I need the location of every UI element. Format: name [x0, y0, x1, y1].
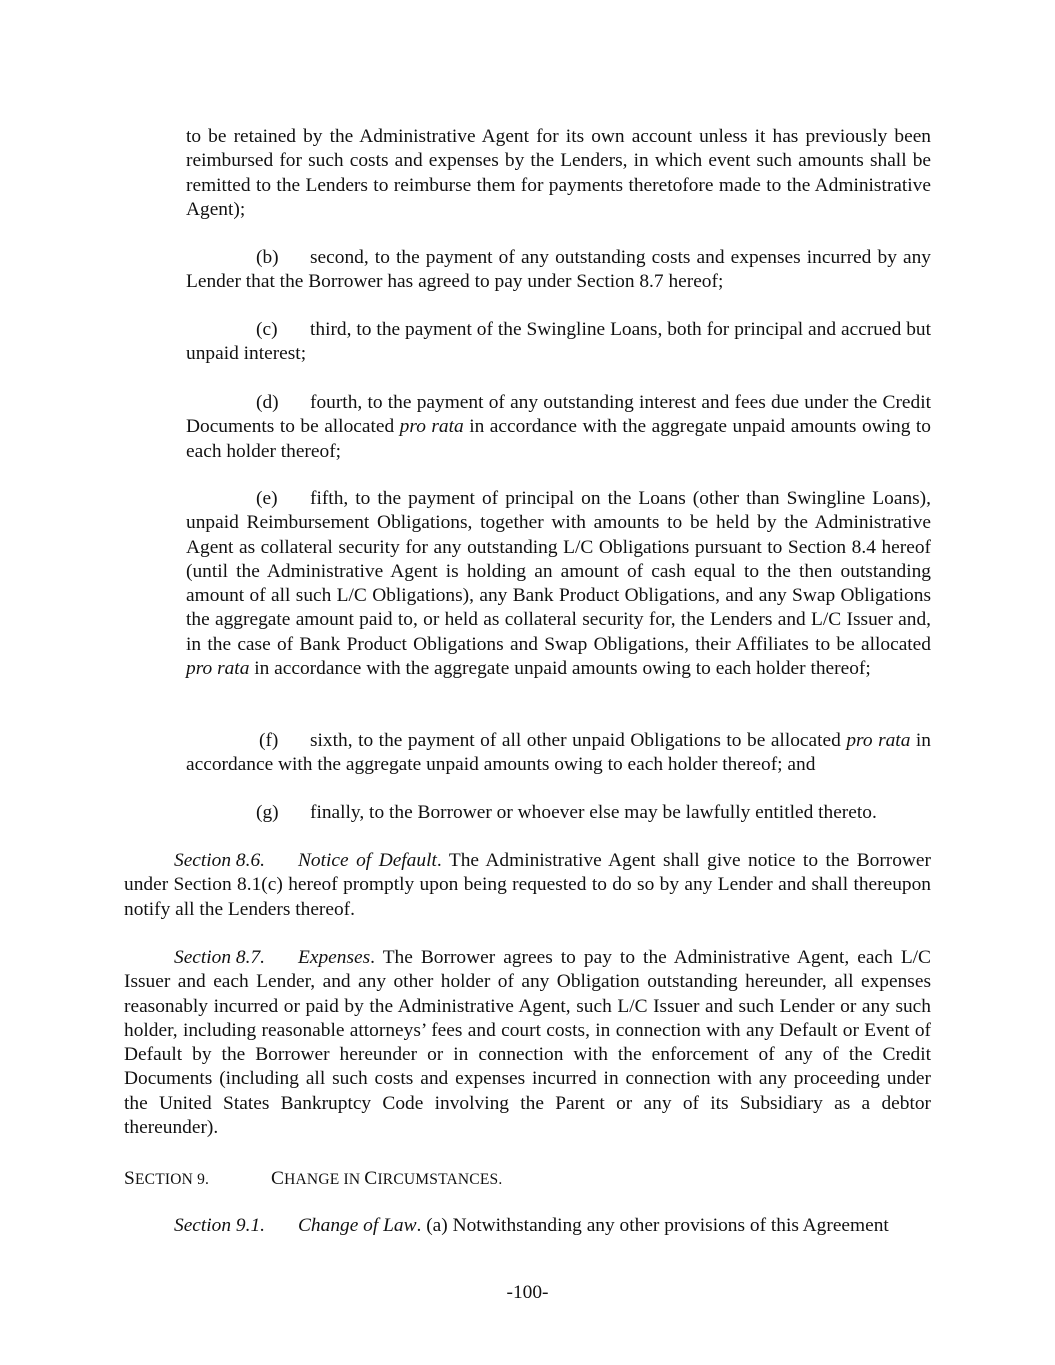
- item-label: (g): [256, 802, 279, 823]
- list-item-d: [186, 391, 931, 464]
- section-title: Change of Law: [298, 1215, 417, 1236]
- section-8-6-paragraph: [124, 849, 931, 922]
- section-text: . The Administrative Agent shall give notice to the Borrower under Section 8.1(c) hereof promptly upon being requested to do so by any Lender and shall thereupon notify all the Lenders thereof.: [124, 850, 931, 920]
- item-label: (c): [256, 319, 278, 340]
- section-text: . The Borrower agrees to pay to the Administrative Agent, each L/C Issuer and each Lender, and any other holder of any Obligation outstanding hereunder, all expenses reasonably incurred or paid by the Administrative Agent, such L/C Issuer and such Lender or any such holder, including reasonable attorneys’ fees and court costs, in connection with any Default or Event of Default by the Borrower hereunder or in connection with the enforcement of any of the Credit Documents (including all such costs and expenses incurred in connection with any proceeding under the United States Bankruptcy Code involving the Parent or any of its Subsidiary as a debtor thereunder).: [124, 947, 931, 1139]
- item-italic-text: pro rata: [399, 416, 464, 438]
- page-number: -100-: [506, 1282, 549, 1303]
- smallcaps-initial: C: [271, 1168, 285, 1189]
- section-number: Section 8.7.: [174, 947, 266, 968]
- section-title: Expenses: [298, 947, 371, 968]
- section-9-heading: [124, 1167, 502, 1192]
- smallcaps-rest: IRCUMSTANCES.: [377, 1171, 503, 1188]
- item-text-continued: in accordance with the aggregate unpaid amounts owing to each holder thereof;: [249, 658, 871, 680]
- section-number: Section 8.6.: [174, 850, 266, 871]
- section-number: Section 9.1.: [174, 1215, 266, 1236]
- item-label: (e): [256, 488, 278, 509]
- section-title: Notice of Default: [298, 850, 437, 871]
- list-item-f: [186, 729, 931, 778]
- item-text: third, to the payment of the Swingline Loans, both for principal and accrued but unpaid interest;: [186, 319, 931, 365]
- list-item-c: [186, 318, 931, 367]
- section-9-title: [271, 1168, 502, 1189]
- section-9-1-paragraph: [124, 1214, 931, 1238]
- list-item-g: [186, 801, 931, 825]
- item-text: finally, to the Borrower or whoever else may be lawfully entitled thereto.: [310, 802, 877, 823]
- item-text-continued: in accordance with the aggregate unpaid amounts owing to each holder thereof;: [186, 416, 932, 462]
- item-label: (f): [259, 730, 279, 751]
- item-text: fifth, to the payment of principal on the Loans (other than Swingline Loans), unpaid Reimbursement Obligations, together with amounts to be held by the Administrative Agent as collateral security for any outstanding L/C Obligations pursuant to Section 8.4 hereof (until the Administrative Agent is holding an amount of cash equal to the then outstanding amount of all such L/C Obligations), any Bank Product Obligations, and any Swap Obligations the aggregate amount paid to, or held as collateral security for, the Lenders and L/C Issuer and, in the case of Bank Product Obligations and Swap Obligations, their Affiliates to be allocated: [186, 488, 931, 655]
- item-label: (d): [256, 392, 279, 413]
- list-item-e: [186, 487, 931, 681]
- continuation-paragraph: [186, 125, 931, 222]
- item-italic-text: pro rata: [846, 730, 911, 751]
- smallcaps-initial: C: [364, 1168, 378, 1189]
- item-label: (b): [256, 247, 279, 268]
- section-9-number: [124, 1167, 271, 1192]
- item-text: fourth, to the payment of any outstanding interest and fees due under the Credit Documents to be allocated: [186, 392, 931, 438]
- section-8-7-paragraph: [124, 946, 931, 1140]
- item-text-continued: in accordance with the aggregate unpaid amounts owing to each holder thereof; and: [186, 730, 931, 776]
- smallcaps-rest: HANGE IN: [284, 1171, 365, 1188]
- continuation-text: to be retained by the Administrative Agent for its own account unless it has previously been reimbursed for such costs and expenses by the Lenders, in which event such amounts shall be remitted to the Lenders to reimburse them for payments theretofore made to the Administrative Agent);: [186, 126, 931, 220]
- section-text: . (a) Notwithstanding any other provisions of this Agreement: [416, 1215, 889, 1236]
- smallcaps-rest: ECTION 9.: [134, 1171, 210, 1188]
- item-italic-text: pro rata: [186, 658, 250, 680]
- smallcaps-initial: S: [124, 1168, 135, 1189]
- list-item-b: [186, 246, 931, 295]
- item-text: second, to the payment of any outstanding costs and expenses incurred by any Lender that the Borrower has agreed to pay under Section 8.7 hereof;: [186, 247, 931, 293]
- item-text: sixth, to the payment of all other unpaid Obligations to be allocated: [310, 730, 847, 751]
